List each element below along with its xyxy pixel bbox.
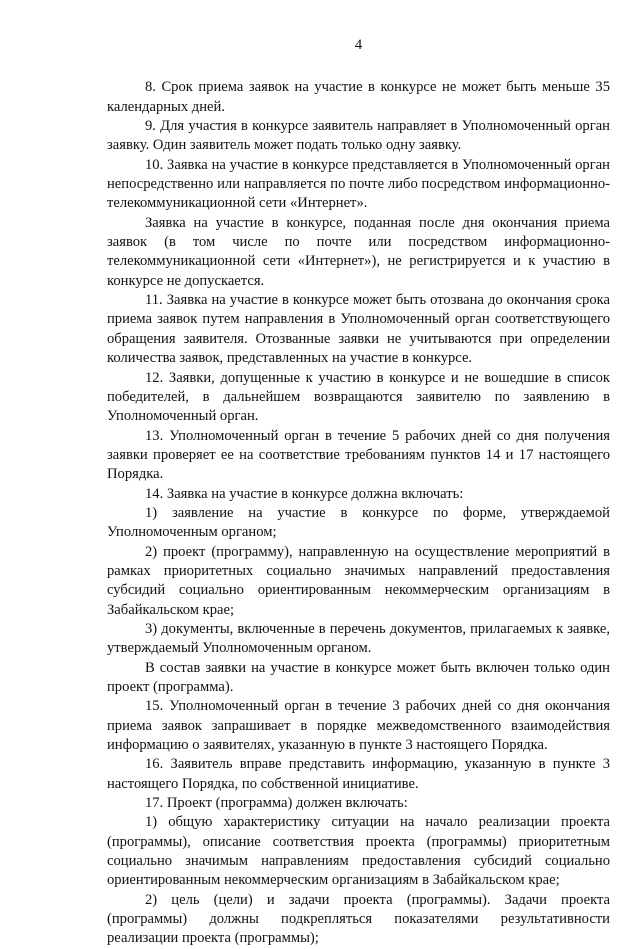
paragraph-item-13: 13. Уполномоченный орган в течение 5 рабочих дней со дня получения заявки проверяет ее на соответствие требованиям пунктов 14 и 17 настоящего Порядка. [107,427,610,483]
paragraph-item-14-sub-3: 3) документы, включенные в перечень документов, прилагаемых к заявке, утверждаемый Уполномоченным органом. [107,620,610,657]
paragraph-item-12: 12. Заявки, допущенные к участию в конкурсе и не вошедшие в список победителей, в дальнейшем возвращаются заявителю по заявлению в Уполномоченный орган. [107,369,610,425]
paragraph-item-17: 17. Проект (программа) должен включать: [145,795,408,812]
paragraph-item-9: 9. Для участия в конкурсе заявитель направляет в Уполномоченный орган заявку. Один заявитель может подать только одну заявку. [107,118,610,154]
paragraph-item-8: 8. Срок приема заявок на участие в конкурсе не может быть меньше 35 календарных дней. [107,79,610,115]
paragraph-single-project: В состав заявки на участие в конкурсе может быть включен только один проект (программа). [107,659,610,695]
page-number: 4 [354,37,363,53]
document-page [107,36,610,949]
paragraph-item-17-sub-1: 1) общую характеристику ситуации на начало реализации проекта (программы), описание соответствия проекта (программы) приоритетным социально значимым направлениям предоставления субсидий социально ориентированным некоммерческим организациям в Забайкальском крае; [107,814,610,889]
paragraph-item-11: 11. Заявка на участие в конкурсе может быть отозвана до окончания срока приема заявок путем направления в Уполномоченный орган соответствующего обращения заявителя. Отозванные заявки не учитываются при определении количества заявок, представленных на участие в конкурсе. [107,292,610,367]
paragraph-item-17-sub-2: 2) цель (цели) и задачи проекта (программы). Задачи проекта (программы) должны подкрепляться показателями результативности реализации проекта (программы); [107,891,610,947]
paragraph-item-14-sub-2: 2) проект (программу), направленную на осуществление мероприятий в рамках приоритетных социально значимых направлений предоставления субсидий социально ориентированным некоммерческим организациям в Забайкальском крае; [107,543,610,618]
paragraph-late-application: Заявка на участие в конкурсе, поданная после дня окончания приема заявок (в том числе по почте или посредством информационно-телекоммуникационной сети «Интернет»), не регистрируется и к участию в конкурсе не допускается. [107,214,610,289]
paragraph-item-15: 15. Уполномоченный орган в течение 3 рабочих дней со дня окончания приема заявок запрашивает в порядке межведомственного взаимодействия информацию о заявителях, указанную в пункте 3 настоящего Порядка. [107,698,610,754]
paragraph-item-16: 16. Заявитель вправе представить информацию, указанную в пункте 3 настоящего Порядка, по собственной инициативе. [107,756,610,792]
paragraph-item-10: 10. Заявка на участие в конкурсе представляется в Уполномоченный орган непосредственно или направляется по почте либо посредством информационно-телекоммуникационной сети «Интернет». [107,156,610,212]
paragraph-item-14: 14. Заявка на участие в конкурсе должна включать: [145,485,464,502]
paragraph-item-14-sub-1: 1) заявление на участие в конкурсе по форме, утверждаемой Уполномоченным органом; [107,504,610,541]
